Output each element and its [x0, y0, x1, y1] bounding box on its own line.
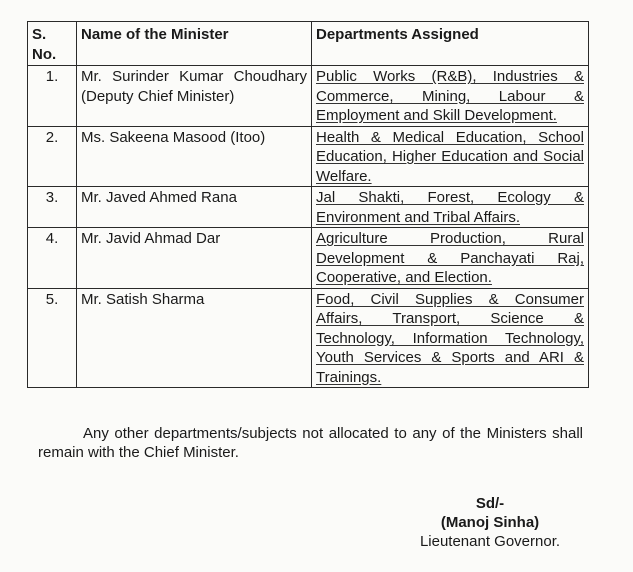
signatory-title: Lieutenant Governor.: [419, 533, 561, 550]
ministers-table: [27, 21, 589, 388]
table-row: [28, 187, 589, 228]
row-departments: [312, 288, 589, 388]
row-minister-name: Mr. Javed Ahmed Rana: [77, 187, 312, 228]
departments-text: Public Works (R&B), Industries & Commerce, Mining, Labour & Employment and Skill Development.: [316, 68, 584, 124]
header-sno: S. No.: [28, 22, 77, 66]
departments-text: Health & Medical Education, School Education, Higher Education and Social Welfare.: [316, 128, 584, 185]
row-sno: 4.: [28, 228, 77, 289]
row-sno: 3.: [28, 187, 77, 228]
signature-sd: Sd/-: [475, 495, 505, 512]
row-sno: 2.: [28, 126, 77, 187]
table-header-row: [28, 22, 589, 66]
table-row: [28, 66, 589, 127]
table-row: [28, 288, 589, 388]
signatory-name: (Manoj Sinha): [440, 514, 540, 531]
table-row: [28, 228, 589, 289]
header-minister-name: Name of the Minister: [77, 22, 312, 66]
row-minister-name: Mr. Surinder Kumar Choudhary (Deputy Chief Minister): [77, 66, 312, 127]
row-departments: [312, 66, 589, 127]
signature-block: [400, 494, 580, 551]
table-row: [28, 126, 589, 187]
row-minister-name: Mr. Satish Sharma: [77, 288, 312, 388]
header-departments: Departments Assigned: [312, 22, 589, 66]
row-minister-name: Ms. Sakeena Masood (Itoo): [77, 126, 312, 187]
departments-text: Jal Shakti, Forest, Ecology & Environment and Tribal Affairs.: [316, 189, 584, 226]
residual-allocation-note: Any other departments/subjects not allocated to any of the Ministers shall remain with the Chief Minister.: [38, 425, 583, 461]
row-departments: [312, 126, 589, 187]
row-minister-name: Mr. Javid Ahmad Dar: [77, 228, 312, 289]
row-sno: 1.: [28, 66, 77, 127]
row-departments: [312, 228, 589, 289]
departments-text: Agriculture Production, Rural Development & Panchayati Raj, Cooperative, and Election.: [316, 230, 584, 286]
departments-text: Food, Civil Supplies & Consumer Affairs, Transport, Science & Technology, Information Technology, Youth Services & Sports and ARI & Trainings.: [316, 290, 584, 386]
row-sno: 5.: [28, 288, 77, 388]
row-departments: [312, 187, 589, 228]
